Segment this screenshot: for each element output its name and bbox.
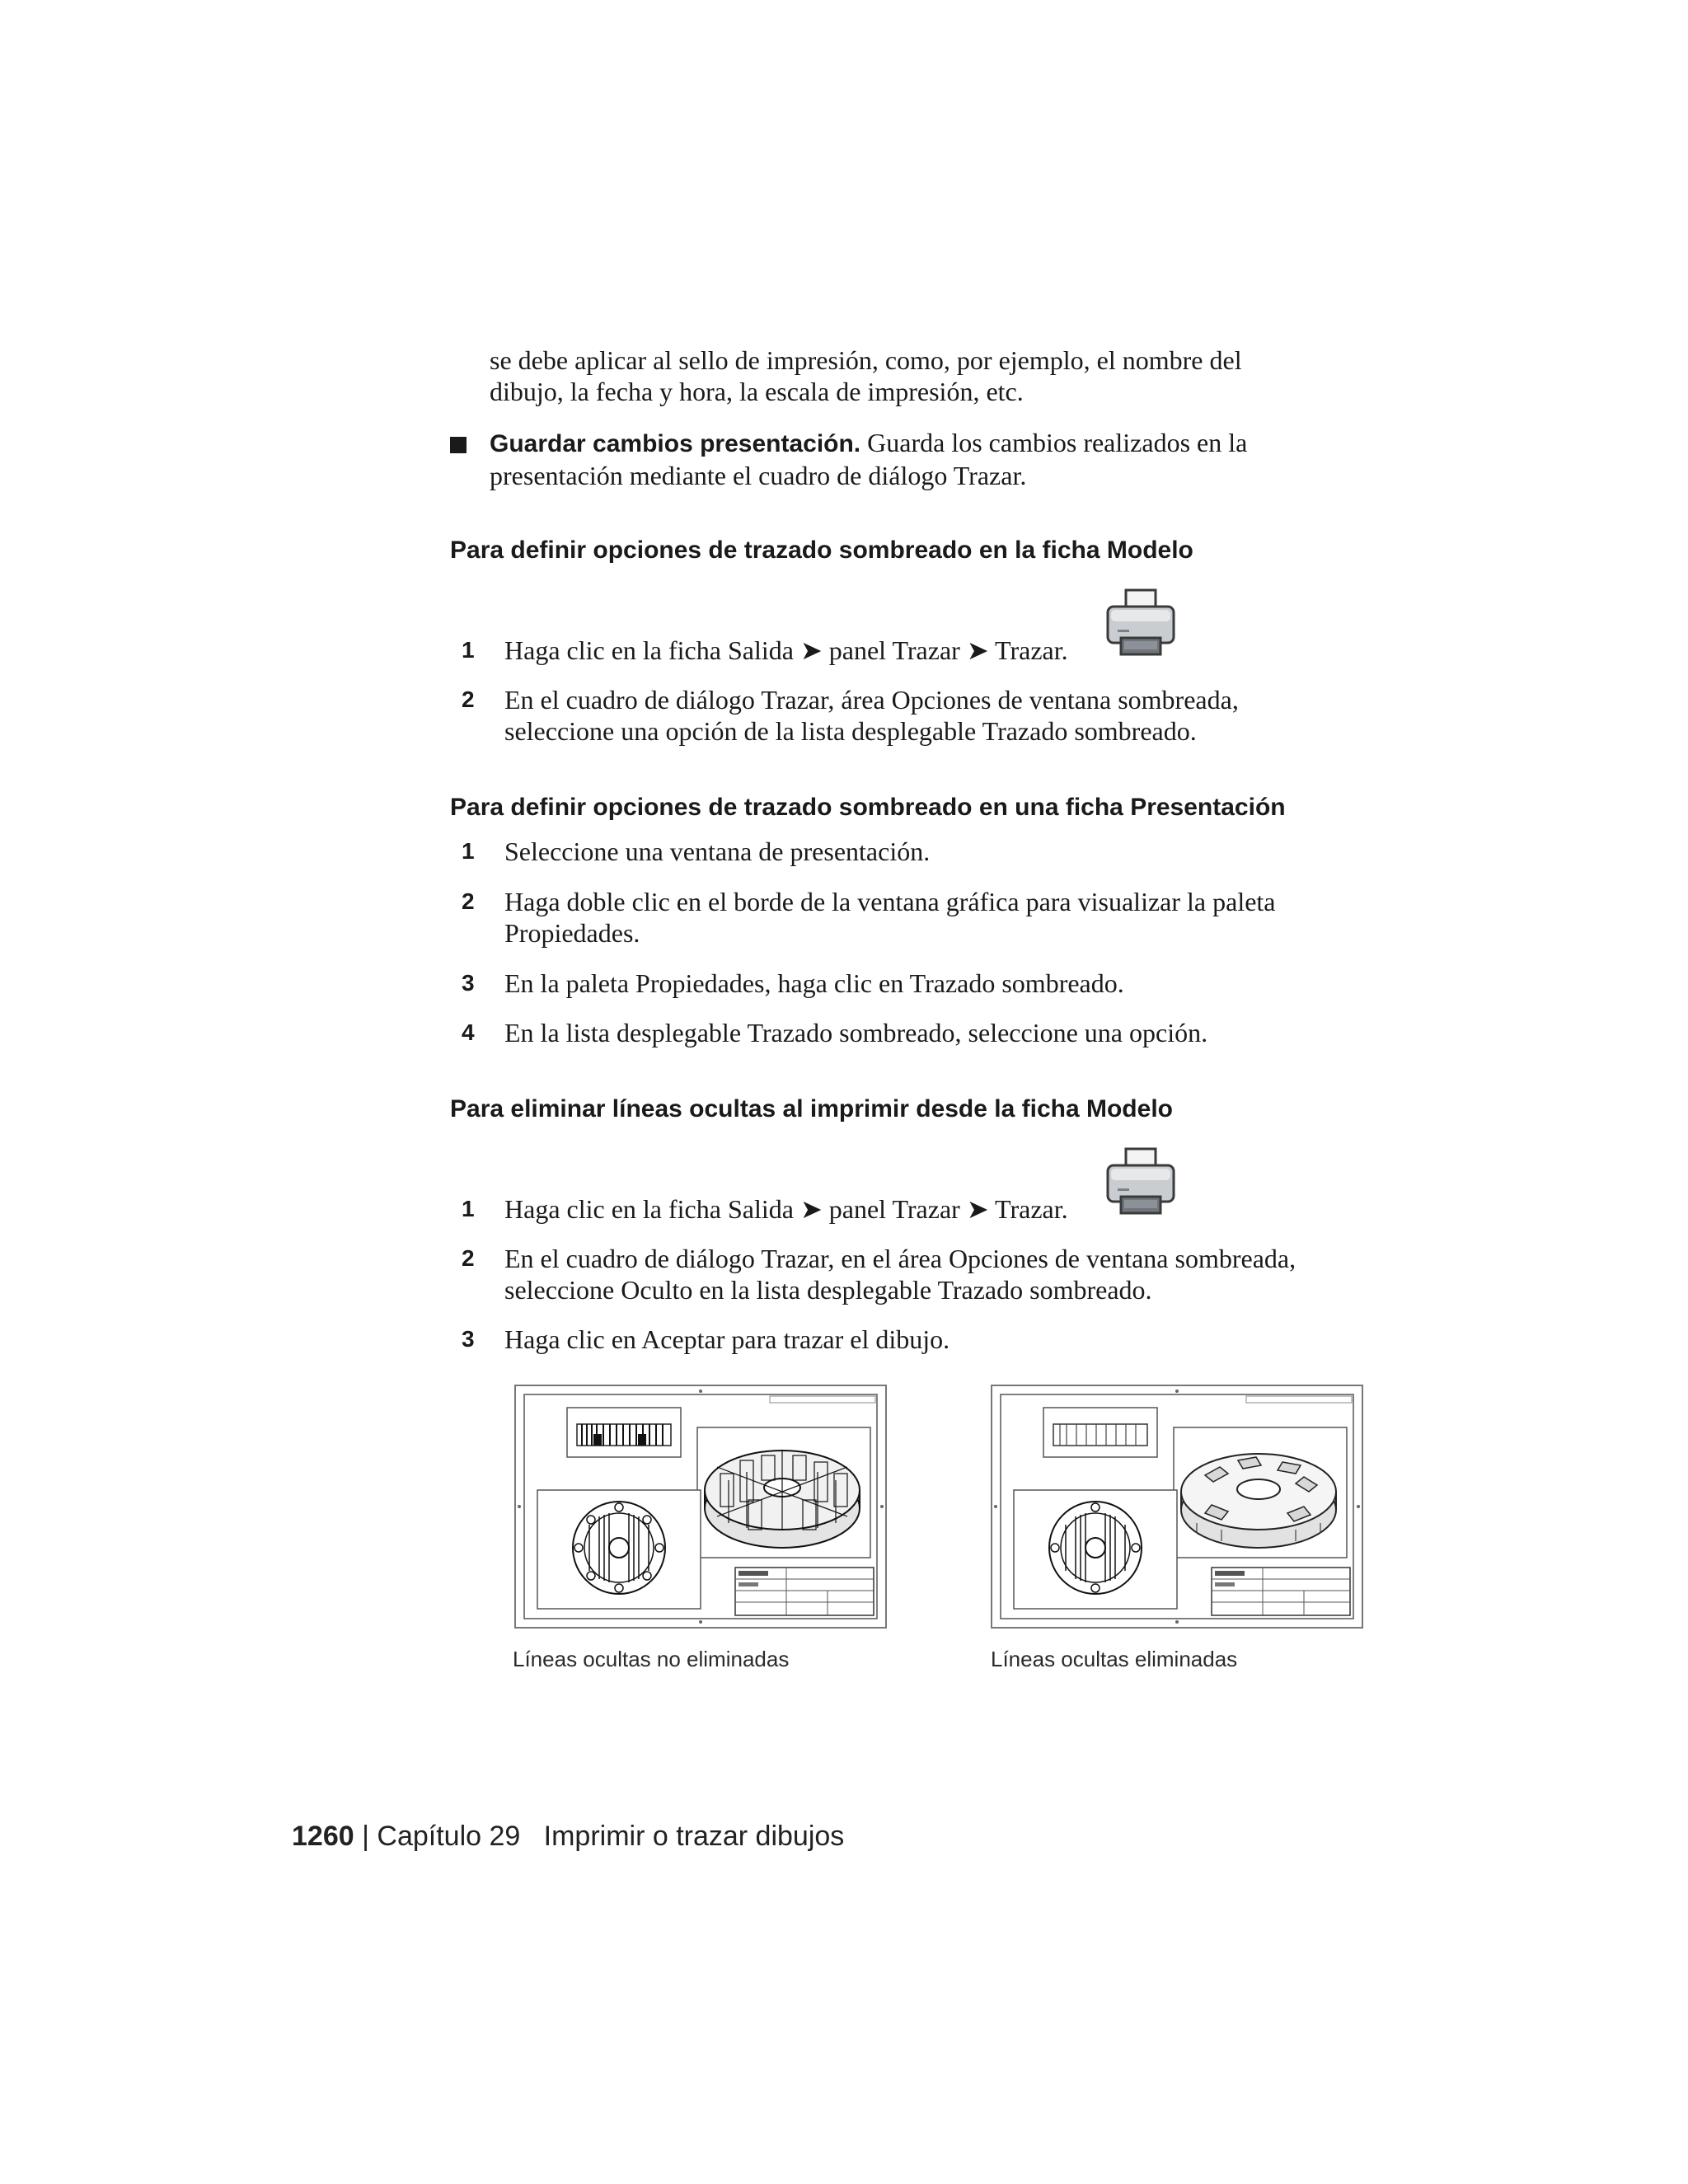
step-number: 2 [462, 1245, 475, 1271]
section-3-step-1 [462, 1193, 1385, 1226]
figure-caption-2: Líneas ocultas eliminadas [991, 1647, 1238, 1671]
section-1-step-1 [462, 635, 1385, 668]
continuation-line-2: dibujo, la fecha y hora, la escala de impresión, etc. [490, 377, 1024, 406]
step-number: 1 [462, 637, 475, 663]
step-text [504, 886, 1378, 949]
figure-caption-1: Líneas ocultas no eliminadas [513, 1647, 790, 1671]
step-number: 3 [462, 1326, 475, 1352]
bullet-square-icon [450, 437, 467, 453]
step-number: 2 [462, 687, 475, 712]
continuation-paragraph [490, 344, 1347, 407]
chapter-label: Capítulo 29 [377, 1821, 521, 1852]
section-1-step-2 [462, 684, 1385, 750]
section-heading-3: Para eliminar líneas ocultas al imprimir desde la ficha Modelo [450, 1095, 1173, 1122]
section-2-step-3 [462, 968, 1385, 1001]
step-text: Haga clic en la ficha Salida ➤ panel Trazar ➤ Trazar. [504, 635, 1068, 665]
section-3-step-3 [462, 1324, 1385, 1357]
section-heading-2: Para definir opciones de trazado sombreado en una ficha Presentación [450, 794, 1286, 821]
section-3-step-2 [462, 1243, 1385, 1309]
step-text [504, 684, 1378, 747]
step-number: 2 [462, 888, 475, 914]
step-text: Seleccione una ventana de presentación. [504, 837, 931, 866]
step-text [504, 1243, 1378, 1305]
step-line: En el cuadro de diálogo Trazar, en el área Opciones de ventana sombreada, [504, 1244, 1296, 1273]
bullet-line-2: presentación mediante el cuadro de diálogo Trazar. [490, 461, 1027, 490]
figure-hidden-lines-removed [991, 1385, 1363, 1629]
chapter-title: Imprimir o trazar dibujos [543, 1821, 845, 1852]
step-line: En el cuadro de diálogo Trazar, área Opciones de ventana sombreada, [504, 685, 1239, 715]
step-text: En la lista desplegable Trazado sombreado, seleccione una opción. [504, 1018, 1208, 1047]
continuation-line-1: se debe aplicar al sello de impresión, como, por ejemplo, el nombre del [490, 345, 1242, 375]
section-heading-1: Para definir opciones de trazado sombreado en la ficha Modelo [450, 537, 1193, 564]
step-text: Haga clic en Aceptar para trazar el dibujo. [504, 1324, 950, 1354]
section-2-step-2 [462, 886, 1385, 952]
section-2-step-4 [462, 1017, 1385, 1050]
step-text: Haga clic en la ficha Salida ➤ panel Trazar ➤ Trazar. [504, 1194, 1068, 1224]
step-number: 1 [462, 838, 475, 864]
section-2-step-1 [462, 836, 1385, 869]
bullet-title: Guardar cambios presentación. [490, 430, 861, 457]
step-line: seleccione una opción de la lista desplegable Trazado sombreado. [504, 716, 1197, 746]
page-footer [292, 1820, 844, 1853]
step-number: 1 [462, 1196, 475, 1221]
bullet-text-1: Guarda los cambios realizados en la [867, 428, 1248, 457]
step-number: 3 [462, 970, 475, 996]
bullet-text [490, 427, 1347, 491]
step-line: Propiedades. [504, 918, 640, 948]
step-number: 4 [462, 1019, 475, 1045]
step-text: En la paleta Propiedades, haga clic en Trazado sombreado. [504, 968, 1124, 998]
page-number: 1260 [292, 1821, 354, 1852]
step-line: Haga doble clic en el borde de la ventana gráfica para visualizar la paleta [504, 887, 1276, 916]
step-line: seleccione Oculto en la lista desplegable Trazado sombreado. [504, 1275, 1152, 1305]
figure-hidden-lines-not-removed [514, 1385, 887, 1629]
footer-separator: | [362, 1821, 369, 1852]
